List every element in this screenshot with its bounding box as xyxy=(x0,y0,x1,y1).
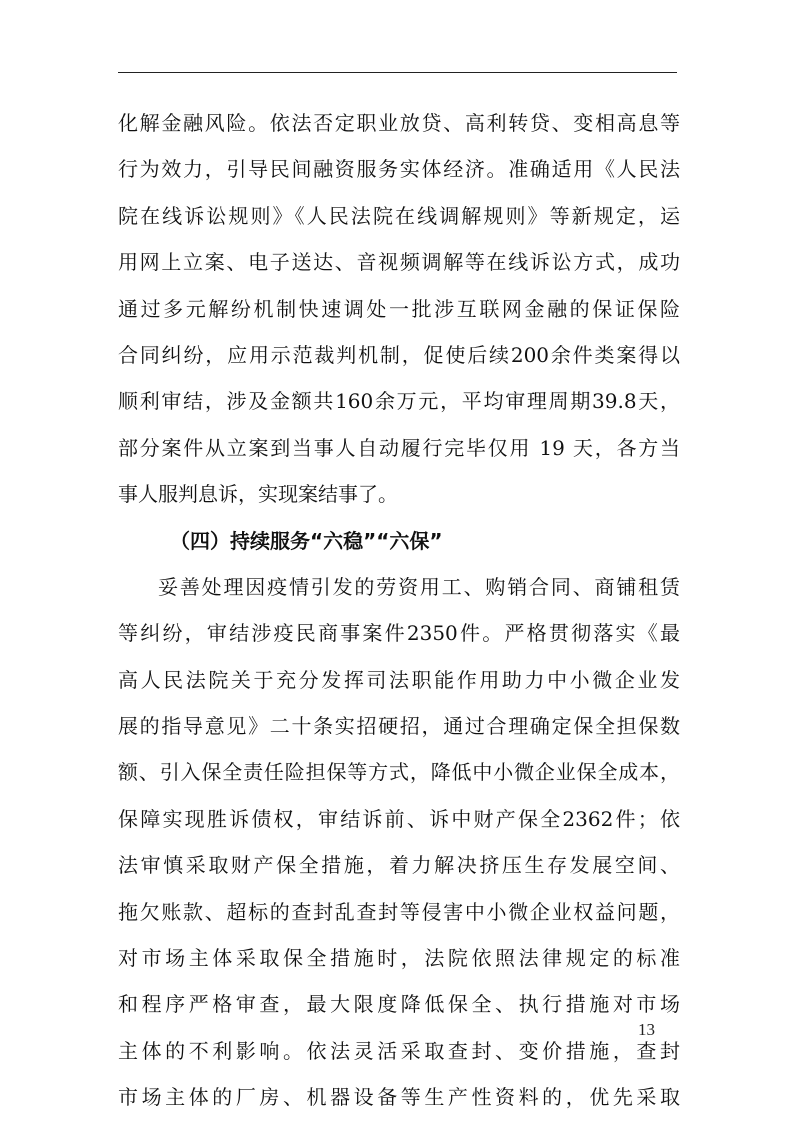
text-line: 拖欠账款、超标的查封乱查封等侵害中小微企业权益问题， xyxy=(118,899,680,924)
header-rule xyxy=(118,72,677,73)
document-body xyxy=(118,100,680,1121)
text-line: 合同纠纷，应用示范裁判机制，促使后续200余件类案得以 xyxy=(118,342,680,367)
text-line: 妥善处理因疫情引发的劳资用工、购销合同、商铺租赁 xyxy=(158,574,680,599)
text-line: 展的指导意见》二十条实招硬招，通过合理确定保全担保数 xyxy=(118,714,680,739)
text-line: 对市场主体采取保全措施时，法院依照法律规定的标准 xyxy=(118,946,680,971)
text-line: 高人民法院关于充分发挥司法职能作用助力中小微企业发 xyxy=(118,667,680,692)
text-line: 部分案件从立案到当事人自动履行完毕仅用 19 天，各方当 xyxy=(118,435,680,460)
text-line: 院在线诉讼规则》《人民法院在线调解规则》等新规定，运 xyxy=(118,203,680,228)
text-line: 保障实现胜诉债权，审结诉前、诉中财产保全2362件；依 xyxy=(118,806,680,831)
text-line: 主体的不利影响。依法灵活采取查封、变价措施，查封 xyxy=(118,1038,680,1063)
text-line: 顺利审结，涉及金额共160余万元，平均审理周期39.8天， xyxy=(118,389,680,414)
text-line: 额、引入保全责任险担保等方式，降低中小微企业保全成本， xyxy=(118,760,680,785)
text-line: 法审慎采取财产保全措施，着力解决挤压生存发展空间、 xyxy=(118,853,680,878)
paragraph-six-stabilities xyxy=(118,564,680,1121)
text-line: 市场主体的厂房、机器设备等生产性资料的，优先采取 xyxy=(118,1085,680,1110)
text-line: 和程序严格审查，最大限度降低保全、执行措施对市场 xyxy=(118,992,680,1017)
paragraph-financial-risk xyxy=(118,100,680,518)
section-heading: （四）持续服务“六稳”“六保” xyxy=(170,528,443,553)
page-number: 13 xyxy=(638,1020,655,1039)
text-line: 化解金融风险。依法否定职业放贷、高利转贷、变相高息等 xyxy=(118,111,680,135)
text-line: 通过多元解纷机制快速调处一批涉互联网金融的保证保险 xyxy=(118,296,680,321)
text-line: 事人服判息诉，实现案结事了。 xyxy=(118,482,398,507)
text-line: 等纠纷，审结涉疫民商事案件2350件。严格贯彻落实《最 xyxy=(118,621,680,646)
text-line: 行为效力，引导民间融资服务实体经济。准确适用《人民法 xyxy=(118,157,680,182)
text-line: 用网上立案、电子送达、音视频调解等在线诉讼方式，成功 xyxy=(118,250,680,275)
